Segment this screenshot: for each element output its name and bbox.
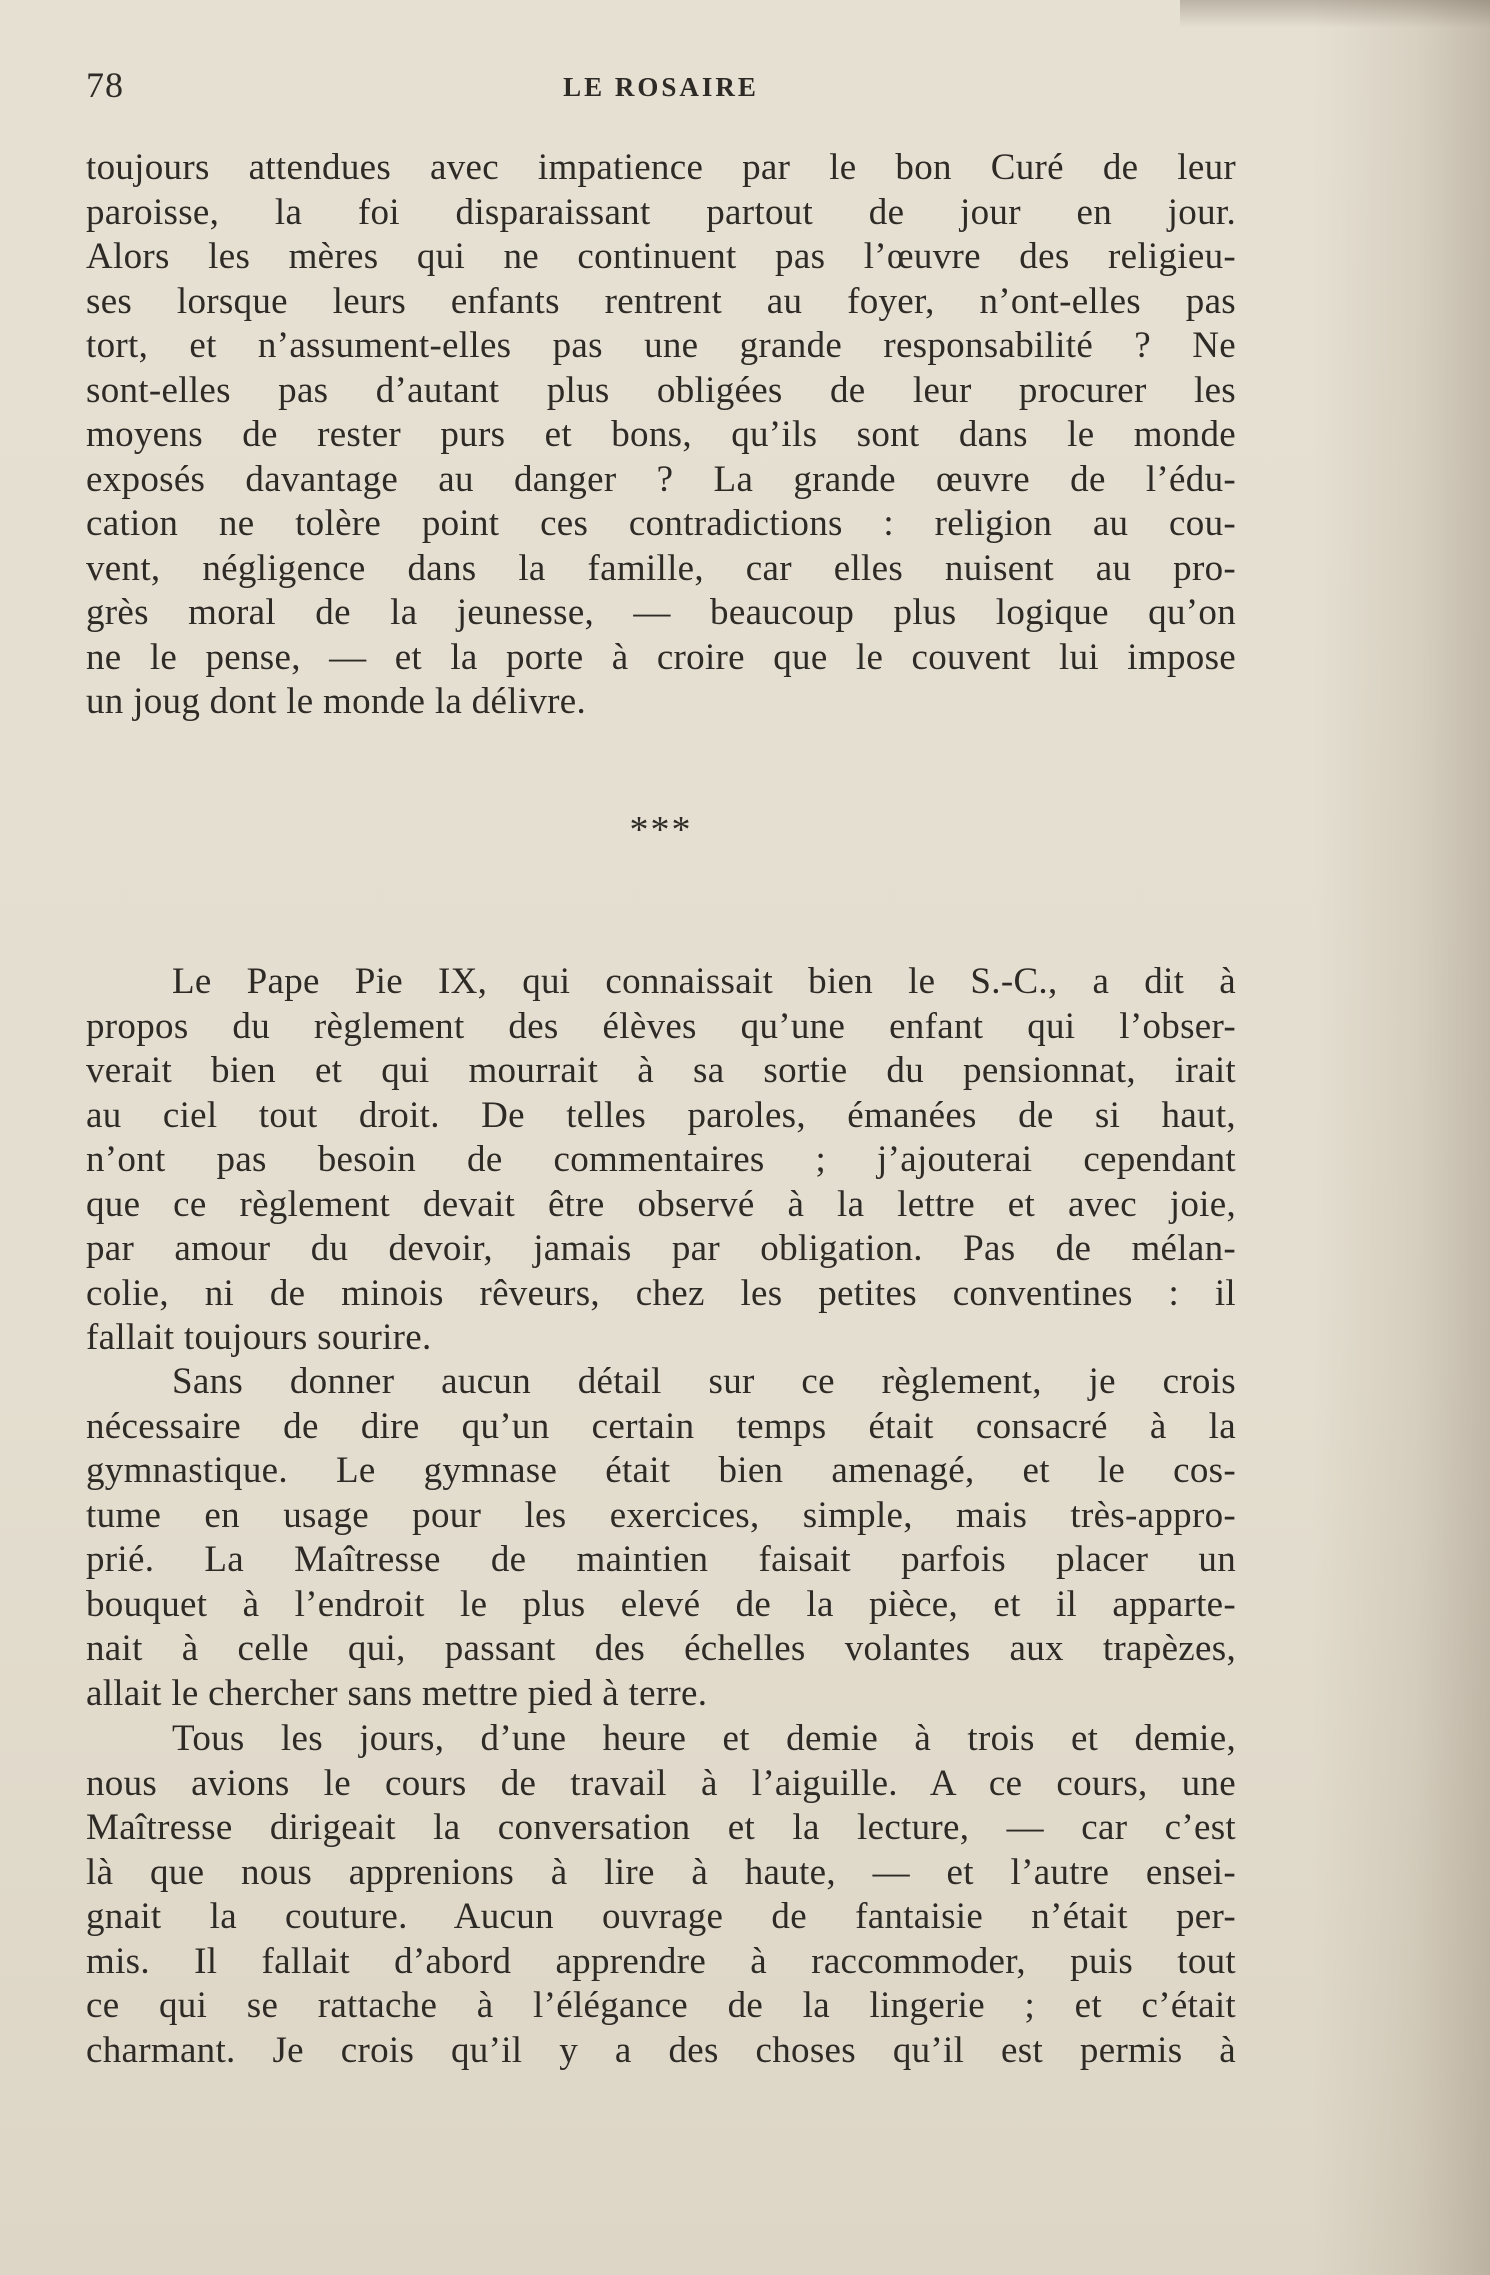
text-line: là que nous apprenions à lire à haute, — et l’autre ensei- xyxy=(86,1851,1236,1893)
paragraph-2 xyxy=(86,960,1236,1361)
text-line: toujours attendues avec impatience par le bon Curé de leur xyxy=(86,147,1236,188)
text-line: colie, ni de minois rêveurs, chez les petites conventines : il xyxy=(86,1272,1236,1314)
text-line: cation ne tolère point ces contradictions : religion au cou- xyxy=(86,503,1236,544)
text-line: allait le chercher sans mettre pied à terre. xyxy=(86,1672,708,1714)
text-line: bouquet à l’endroit le plus elevé de la pièce, et il apparte- xyxy=(86,1583,1236,1625)
text-line: un joug dont le monde la délivre. xyxy=(86,681,587,722)
section-separator: *** xyxy=(629,809,693,851)
text-line: ses lorsque leurs enfants rentrent au foyer, n’ont-elles pas xyxy=(86,280,1236,322)
text-line: Tous les jours, d’une heure et demie à trois et demie, xyxy=(172,1718,1236,1759)
text-line: paroisse, la foi disparaissant partout de jour en jour. xyxy=(86,191,1236,233)
paragraph-3 xyxy=(86,1360,1236,1716)
text-line: nait à celle qui, passant des échelles volantes aux trapèzes, xyxy=(86,1628,1236,1669)
text-line: moyens de rester purs et bons, qu’ils sont dans le monde xyxy=(86,414,1236,455)
text-line: sont-elles pas d’autant plus obligées de leur procurer les xyxy=(86,369,1236,411)
text-line: au ciel tout droit. De telles paroles, émanées de si haut, xyxy=(86,1094,1236,1136)
text-line: mis. Il fallait d’abord apprendre à raccommoder, puis tout xyxy=(86,1940,1236,1982)
text-line: verait bien et qui mourrait à sa sortie du pensionnat, irait xyxy=(86,1050,1236,1091)
text-line: Le Pape Pie IX, qui connaissait bien le S.-C., a dit à xyxy=(172,961,1236,1002)
text-line: n’ont pas besoin de commentaires ; j’ajouterai cependant xyxy=(86,1139,1236,1180)
text-line: que ce règlement devait être observé à la lettre et avec joie, xyxy=(86,1183,1236,1225)
text-line: fallait toujours sourire. xyxy=(86,1317,432,1358)
text-line: Alors les mères qui ne continuent pas l’œuvre des religieu- xyxy=(86,236,1236,277)
text-line: ne le pense, — et la porte à croire que le couvent lui impose xyxy=(86,636,1236,678)
text-line: gnait la couture. Aucun ouvrage de fantaisie n’était per- xyxy=(86,1896,1236,1937)
text-line: nous avions le cours de travail à l’aiguille. A ce cours, une xyxy=(86,1762,1236,1804)
text-line: Sans donner aucun détail sur ce règlement, je crois xyxy=(172,1361,1236,1402)
paragraph-4 xyxy=(86,1717,1236,2073)
page-number: 78 xyxy=(86,65,124,105)
text-line: nécessaire de dire qu’un certain temps était consacré à la xyxy=(86,1405,1236,1447)
text-line: gymnastique. Le gymnase était bien amenagé, et le cos- xyxy=(86,1450,1236,1491)
running-head: LE ROSAIRE xyxy=(563,72,759,102)
text-line: propos du règlement des élèves qu’une enfant qui l’obser- xyxy=(86,1005,1236,1047)
text-line: grès moral de la jeunesse, — beaucoup plus logique qu’on xyxy=(86,592,1236,633)
paragraph-1 xyxy=(86,146,1236,725)
page-header xyxy=(86,60,1236,110)
page-edge-shadow xyxy=(1180,0,1490,28)
text-line: Maîtresse dirigeait la conversation et la lecture, — car c’est xyxy=(86,1807,1236,1848)
text-line: charmant. Je crois qu’il y a des choses qu’il est permis à xyxy=(86,2029,1236,2071)
text-line: exposés davantage au danger ? La grande œuvre de l’édu- xyxy=(86,458,1236,500)
text-line: prié. La Maîtresse de maintien faisait parfois placer un xyxy=(86,1539,1236,1580)
text-line: vent, négligence dans la famille, car elles nuisent au pro- xyxy=(86,547,1236,589)
text-line: par amour du devoir, jamais par obligation. Pas de mélan- xyxy=(86,1228,1236,1269)
text-line: tume en usage pour les exercices, simple, mais très-appro- xyxy=(86,1494,1236,1536)
text-line: tort, et n’assument-elles pas une grande responsabilité ? Ne xyxy=(86,325,1236,366)
text-line: ce qui se rattache à l’élégance de la lingerie ; et c’était xyxy=(86,1985,1236,2026)
